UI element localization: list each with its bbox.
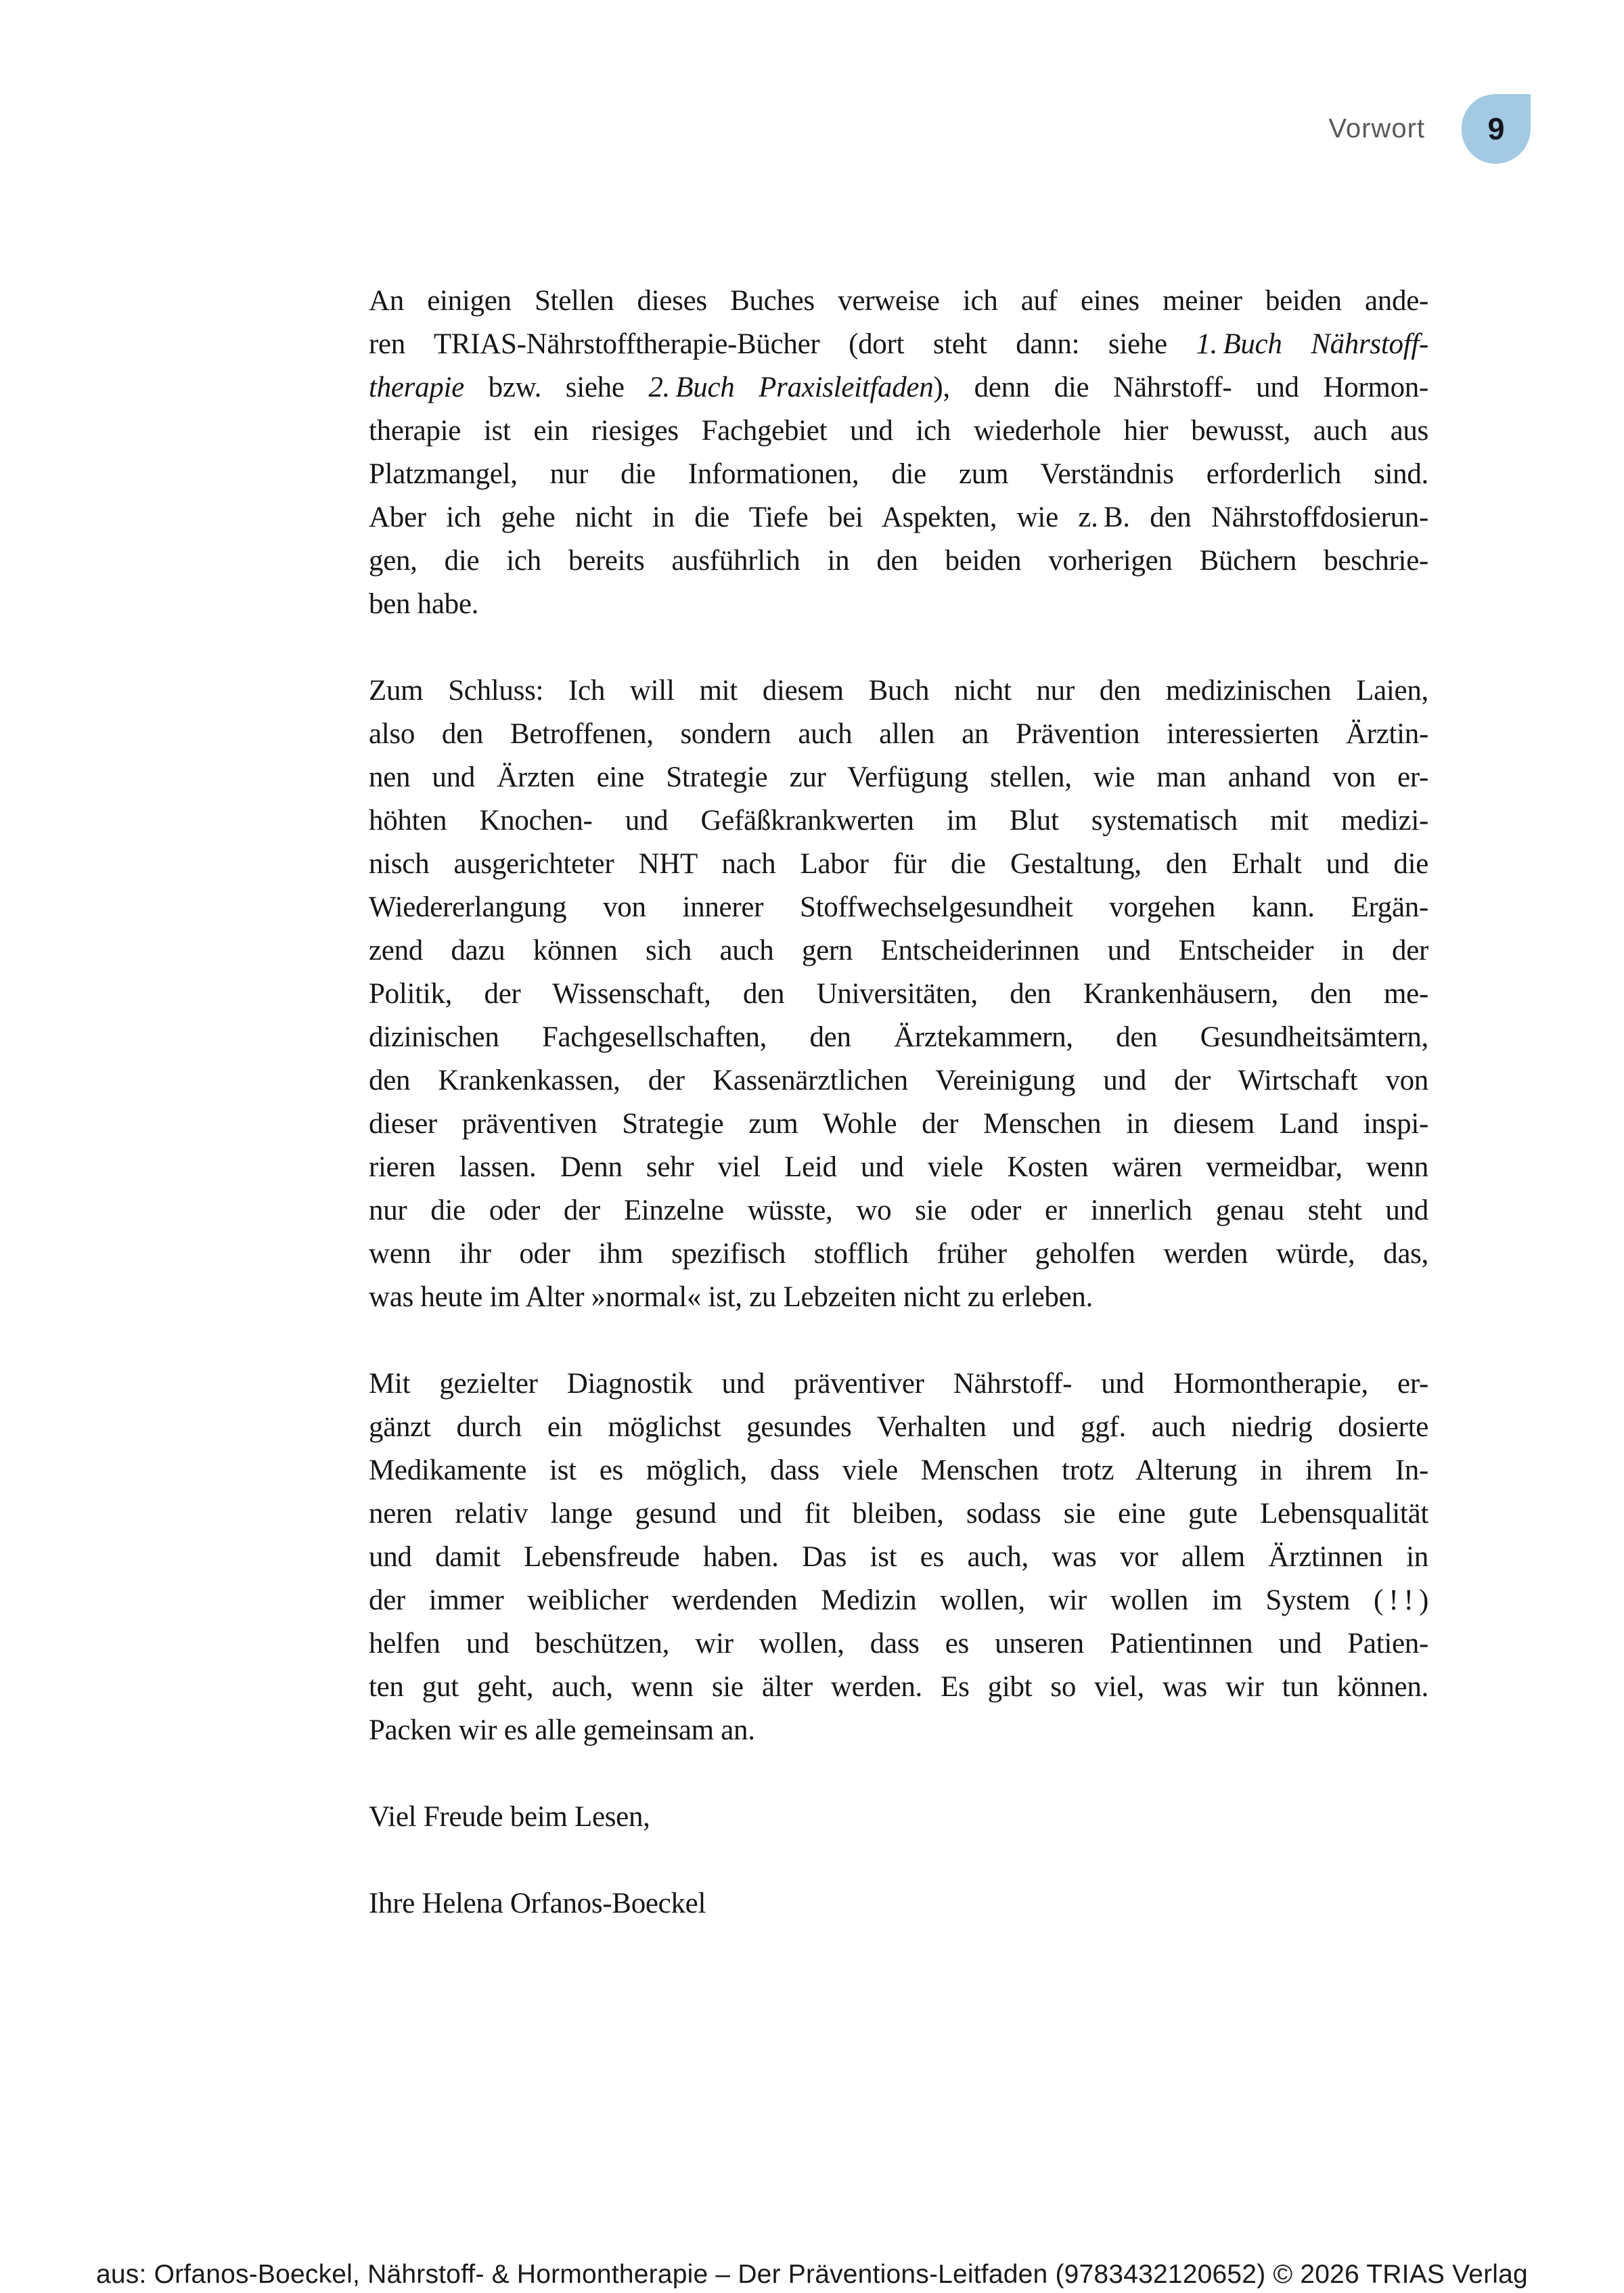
text-line	[369, 843, 1428, 886]
text-line	[369, 669, 1428, 713]
text-segment: Packen wir es alle gemeinsam an.	[369, 1714, 755, 1746]
text-line	[369, 1406, 1428, 1449]
text-segment: den Krankenkassen, der Kassenärztlichen Vereinigung und der Wirtschaft von	[369, 1065, 1428, 1096]
text-line	[369, 1146, 1428, 1189]
text-line	[369, 1276, 1428, 1319]
text-line	[369, 280, 1428, 323]
text-segment: Politik, der Wissenschaft, den Universitäten, den Krankenhäusern, den me-	[369, 978, 1428, 1010]
text-line	[369, 713, 1428, 756]
text-line	[369, 973, 1428, 1016]
text-line	[369, 1709, 1428, 1752]
text-line	[369, 886, 1428, 929]
text-line	[369, 409, 1428, 453]
text-line	[369, 1016, 1428, 1059]
footer-credit: aus: Orfanos-Boeckel, Nährstoff- & Hormontherapie – Der Präventions-Leitfaden (9783432120652) © 2026 TRIAS Verlag	[96, 2260, 1528, 2289]
text-segment: therapie ist ein riesiges Fachgebiet und ich wiederhole hier bewusst, auch aus	[369, 415, 1428, 447]
text-segment: der immer weiblicher werdenden Medizin wollen, wir wollen im System ( ! ! )	[369, 1584, 1428, 1616]
text-segment: nen und Ärzten eine Strategie zur Verfügung stellen, wie man anhand von er-	[369, 761, 1428, 793]
book-title-italic: 1. Buch Nährstoff-	[1196, 328, 1429, 360]
text-segment: ben habe.	[369, 588, 479, 620]
text-line	[369, 1492, 1428, 1536]
text-segment: nisch ausgerichteter NHT nach Labor für die Gestaltung, den Erhalt und die	[369, 848, 1428, 880]
section-title: Vorwort	[1328, 114, 1425, 143]
text-segment: nur die oder der Einzelne wüsste, wo sie oder er innerlich genau steht und	[369, 1195, 1428, 1226]
text-line	[369, 1103, 1428, 1146]
text-line	[369, 1796, 1428, 1839]
text-line	[369, 1666, 1428, 1709]
book-title-italic: therapie	[369, 372, 464, 403]
book-title-italic: 2. Buch Praxisleitfaden	[648, 372, 934, 403]
text-segment: gen, die ich bereits ausführlich in den beiden vorherigen Büchern beschrie-	[369, 545, 1428, 577]
text-line	[369, 496, 1428, 539]
text-segment: Mit gezielter Diagnostik und präventiver Nährstoff- und Hormontherapie, er-	[369, 1368, 1428, 1400]
text-line	[369, 1232, 1428, 1276]
text-segment: und damit Lebensfreude haben. Das ist es auch, was vor allem Ärztinnen in	[369, 1541, 1428, 1573]
text-line	[369, 756, 1428, 799]
text-line	[369, 1362, 1428, 1406]
text-line	[369, 1622, 1428, 1666]
text-line	[369, 583, 1428, 626]
text-line	[369, 799, 1428, 843]
paragraph	[369, 280, 1428, 626]
text-segment: dieser präventiven Strategie zum Wohle der Menschen in diesem Land inspi-	[369, 1108, 1428, 1140]
text-segment: helfen und beschützen, wir wollen, dass es unseren Patientinnen und Patien-	[369, 1628, 1428, 1660]
text-segment: gänzt durch ein möglichst gesundes Verhalten und ggf. auch niedrig dosierte	[369, 1411, 1428, 1443]
text-segment: ren TRIAS-Nährstofftherapie-Bücher (dort steht dann: siehe	[369, 328, 1196, 360]
text-line	[369, 1059, 1428, 1103]
text-segment: Zum Schluss: Ich will mit diesem Buch nicht nur den medizinischen Laien,	[369, 675, 1428, 707]
text-segment: Aber ich gehe nicht in die Tiefe bei Aspekten, wie z. B. den Nährstoffdosierun-	[369, 502, 1428, 533]
body-text	[369, 280, 1428, 1925]
text-line	[369, 366, 1428, 409]
text-segment: ), denn die Nährstoff- und Hormon-	[933, 372, 1428, 403]
text-line	[369, 1536, 1428, 1579]
text-line	[369, 1882, 1428, 1925]
text-segment: Wiedererlangung von innerer Stoffwechselgesundheit vorgehen kann. Ergän-	[369, 891, 1428, 923]
paragraph	[369, 1796, 1428, 1839]
text-line	[369, 1449, 1428, 1492]
text-segment: Viel Freude beim Lesen,	[369, 1801, 650, 1833]
text-segment: zend dazu können sich auch gern Entscheiderinnen und Entscheider in der	[369, 935, 1428, 966]
page-number-badge	[1462, 94, 1531, 164]
text-line	[369, 1579, 1428, 1622]
page-number: 9	[1487, 112, 1505, 146]
text-line	[369, 453, 1428, 496]
paragraph	[369, 669, 1428, 1319]
text-segment: ten gut geht, auch, wenn sie älter werden. Es gibt so viel, was wir tun können.	[369, 1671, 1428, 1703]
text-segment: also den Betroffenen, sondern auch allen an Prävention interessierten Ärztin-	[369, 718, 1428, 750]
text-segment: wenn ihr oder ihm spezifisch stofflich früher geholfen werden würde, das,	[369, 1238, 1428, 1270]
text-line	[369, 1189, 1428, 1232]
text-segment: An einigen Stellen dieses Buches verweise ich auf eines meiner beiden ande-	[369, 285, 1428, 317]
text-segment: dizinischen Fachgesellschaften, den Ärztekammern, den Gesundheitsämtern,	[369, 1021, 1428, 1053]
text-segment: neren relativ lange gesund und fit bleiben, sodass sie eine gute Lebensqualität	[369, 1498, 1428, 1530]
text-segment: höhten Knochen- und Gefäßkrankwerten im Blut systematisch mit medizi-	[369, 805, 1428, 837]
text-segment: Medikamente ist es möglich, dass viele Menschen trotz Alterung in ihrem In-	[369, 1454, 1428, 1486]
paragraph	[369, 1362, 1428, 1752]
text-segment: rieren lassen. Denn sehr viel Leid und viele Kosten wären vermeidbar, wenn	[369, 1151, 1428, 1183]
text-segment: was heute im Alter »normal« ist, zu Lebzeiten nicht zu erleben.	[369, 1281, 1093, 1313]
text-segment: Platzmangel, nur die Informationen, die zum Verständnis erforderlich sind.	[369, 458, 1428, 490]
paragraph	[369, 1882, 1428, 1925]
text-line	[369, 539, 1428, 583]
text-segment: bzw. siehe	[464, 372, 649, 403]
text-line	[369, 323, 1428, 366]
text-segment: Ihre Helena Orfanos-Boeckel	[369, 1888, 706, 1919]
text-line	[369, 929, 1428, 973]
